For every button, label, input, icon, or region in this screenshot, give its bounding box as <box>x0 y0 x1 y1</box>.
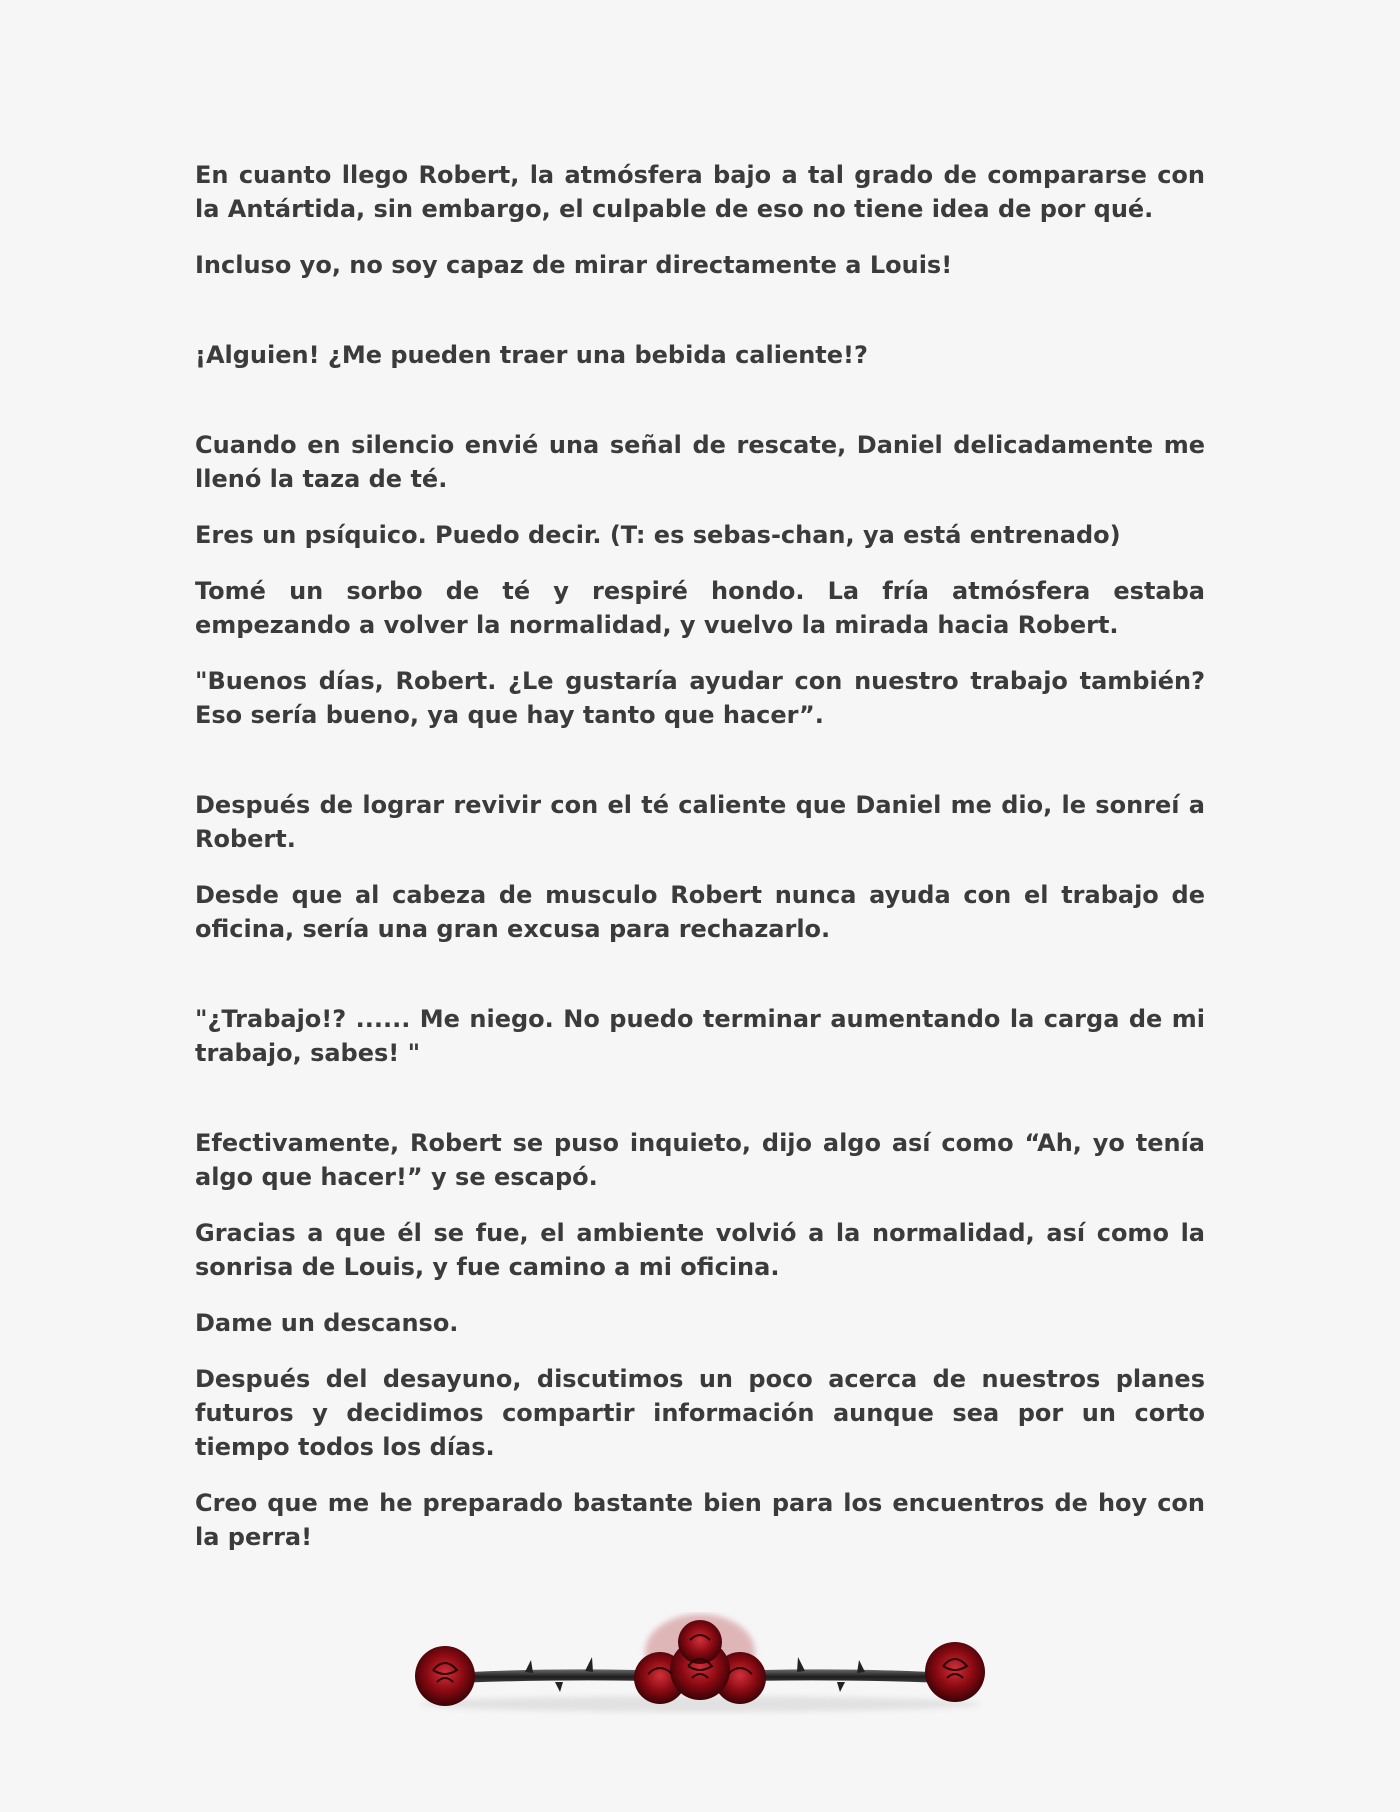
paragraph: Después del desayuno, discutimos un poco acerca de nuestros planes futuros y decidimos compartir información aunque sea por un corto tiempo todos los días. <box>195 1365 1205 1461</box>
document-body <box>195 158 1205 1576</box>
paragraph: En cuanto llego Robert, la atmósfera bajo a tal grado de compararse con la Antártida, sin embargo, el culpable de eso no tiene idea de por qué. <box>195 161 1205 223</box>
paragraph: ¡Alguien! ¿Me pueden traer una bebida caliente!? <box>195 341 868 369</box>
paragraph: Desde que al cabeza de musculo Robert nunca ayuda con el trabajo de oficina, sería una gran excusa para rechazarlo. <box>195 881 1205 943</box>
paragraph: Tomé un sorbo de té y respiré hondo. La fría atmósfera estaba empezando a volver la normalidad, y vuelvo la mirada hacia Robert. <box>195 577 1205 639</box>
paragraph: Cuando en silencio envié una señal de rescate, Daniel delicadamente me llenó la taza de té. <box>195 431 1205 493</box>
paragraph: "¿Trabajo!? ...... Me niego. No puedo terminar aumentando la carga de mi trabajo, sabes! " <box>195 1005 1205 1067</box>
paragraph: Dame un descanso. <box>195 1309 459 1337</box>
paragraph: Efectivamente, Robert se puso inquieto, dijo algo así como “Ah, yo tenía algo que hacer!” y se escapó. <box>195 1129 1205 1191</box>
paragraph: "Buenos días, Robert. ¿Le gustaría ayudar con nuestro trabajo también? Eso sería bueno, ya que hay tanto que hacer”. <box>195 667 1205 729</box>
paragraph: Gracias a que él se fue, el ambiente volvió a la normalidad, así como la sonrisa de Louis, y fue camino a mi oficina. <box>195 1219 1205 1281</box>
paragraph: Incluso yo, no soy capaz de mirar directamente a Louis! <box>195 251 953 279</box>
paragraph: Eres un psíquico. Puedo decir. (T: es sebas-chan, ya está entrenado) <box>195 521 1121 549</box>
rose-vine-divider-icon <box>405 1612 995 1722</box>
paragraph: Creo que me he preparado bastante bien para los encuentros de hoy con la perra! <box>195 1489 1205 1551</box>
paragraph: Después de lograr revivir con el té caliente que Daniel me dio, le sonreí a Robert. <box>195 791 1205 853</box>
